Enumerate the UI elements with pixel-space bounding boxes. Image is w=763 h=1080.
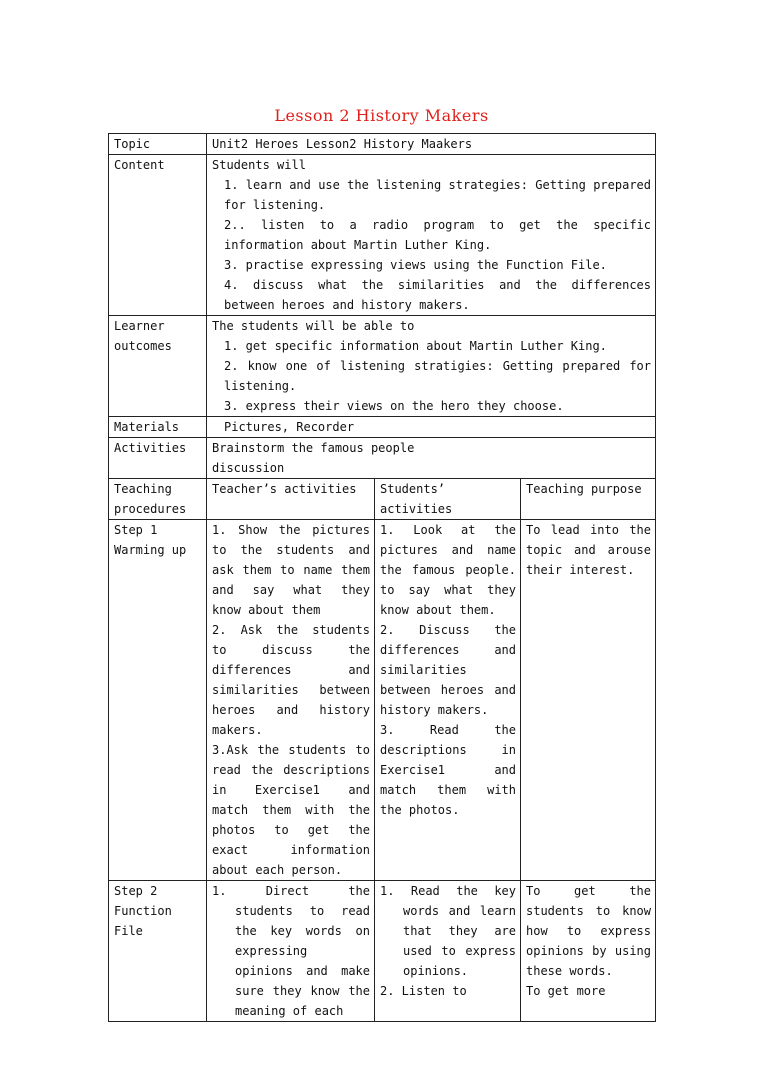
step2-label-line: File [114,924,143,938]
content-label: Content [109,155,207,316]
activities-cell [207,438,656,479]
teacher-activity: 3.Ask the students to read the descriptions in Exercise1 and match them with the photos to get the exact information about each person. [212,743,370,877]
document-title: Lesson 2 History Makers [274,106,489,125]
procedures-header-row [109,479,656,520]
outcome-item: 2. know one of listening stratigies: Getting prepared for listening. [224,359,651,393]
topic-value: Unit2 Heroes Lesson2 History Maakers [207,134,656,155]
student-activity: 2. Discuss the differences and similarities between heroes and history makers. [380,623,516,717]
outcomes-label: Learner outcomes [109,316,207,417]
activities-line: discussion [212,461,285,475]
outcomes-cell [207,316,656,417]
step2-purpose-cell [521,881,656,1022]
content-row [109,155,656,316]
step2-label [109,881,207,1022]
step2-teacher-cell [207,881,375,1022]
materials-row [109,417,656,438]
teacher-activity: 2. Ask the students to discuss the differences and similarities between heroes and history makers. [212,623,370,737]
step1-label-line: Warming up [114,543,187,557]
materials-value: Pictures, Recorder [207,417,656,438]
step2-purpose: To get more [526,984,606,998]
student-activity: 3. Read the descriptions in Exercise1 and match them with the photos. [380,723,516,817]
step2-students-cell [375,881,521,1022]
step1-label [109,520,207,881]
activities-label: Activities [109,438,207,479]
teacher-activity: 1. Show the pictures to the students and ask them to name them and say what they know about them [212,523,370,617]
content-item: 1. learn and use the listening strategies: Getting prepared for listening. [224,178,651,212]
lesson-plan-table [108,133,656,1022]
activities-line: Brainstorm the famous people [212,441,415,455]
step1-label-line: Step 1 [114,523,158,537]
content-item: 4. discuss what the similarities and the differences between heroes and history makers. [224,278,651,312]
outcome-item: 3. express their views on the hero they choose. [224,399,564,413]
student-activity: 2. Listen to [380,984,467,998]
step2-purpose: To get the students to know how to express opinions by using these words. [526,884,651,978]
student-activity: 1. Look at the pictures and name the famous people. to say what they know about them. [380,523,516,617]
teacher-activity: 1. Direct the students to read the key words on expressing opinions and make sure they know the meaning of each [212,884,370,1018]
step1-row [109,520,656,881]
step2-label-line: Step 2 [114,884,158,898]
outcome-item: 1. get specific information about Martin Luther King. [224,339,607,353]
outcomes-intro: The students will be able to [212,319,415,333]
step1-teacher-cell [207,520,375,881]
procedures-label: Teaching procedures [109,479,207,520]
student-activity: 1. Read the key words and learn that they are used to express opinions. [380,884,516,978]
teacher-activities-header: Teacher’s activities [207,479,375,520]
materials-label: Materials [109,417,207,438]
topic-label: Topic [109,134,207,155]
content-cell [207,155,656,316]
content-item: 2.. listen to a radio program to get the specific information about Martin Luther King. [224,218,651,252]
content-intro: Students will [212,158,306,172]
topic-row [109,134,656,155]
step2-label-line: Function [114,904,172,918]
step1-purpose: To lead into the topic and arouse their interest. [521,520,656,881]
step1-students-cell [375,520,521,881]
students-activities-header: Students’ activities [375,479,521,520]
step2-row [109,881,656,1022]
content-item: 3. practise expressing views using the Function File. [224,258,607,272]
activities-row [109,438,656,479]
teaching-purpose-header: Teaching purpose [521,479,656,520]
outcomes-row [109,316,656,417]
